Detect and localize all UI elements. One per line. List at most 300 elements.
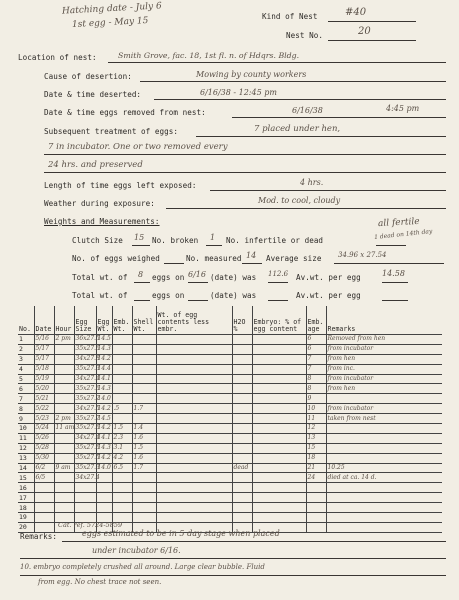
table-cell	[252, 473, 306, 483]
total2-weight-line	[268, 300, 288, 301]
table-cell	[156, 424, 232, 434]
location-value: Smith Grove, fac. 18, 1st fl. n. of Hdqrs. Bldg.	[118, 51, 300, 60]
table-cell: 18	[306, 453, 326, 463]
table-cell	[232, 335, 252, 345]
table-cell	[252, 433, 306, 443]
table-cell: 1.6	[132, 433, 156, 443]
table-cell: 14.5	[97, 335, 111, 343]
column-header: Wt. of egg contents less embr.	[156, 306, 232, 335]
table-cell	[156, 513, 232, 523]
table-cell	[156, 344, 232, 354]
table-cell: 14.2	[97, 404, 111, 412]
table-cell: 1.7	[132, 463, 156, 473]
date-deserted-value: 6/16/38 - 12:45 pm	[200, 88, 277, 97]
total1-suffix: (date) was	[210, 273, 257, 282]
column-header: Date	[34, 306, 54, 335]
table-cell: 2.3	[112, 433, 132, 443]
table-cell: dead	[232, 463, 252, 473]
column-header: Hour	[54, 306, 74, 335]
table-cell: 14.0	[97, 464, 111, 472]
table-cell: 5/19	[34, 374, 54, 384]
table-cell	[326, 483, 442, 493]
table-cell	[112, 374, 132, 384]
table-cell	[252, 453, 306, 463]
table-cell	[326, 443, 442, 453]
table-cell: 12	[306, 424, 326, 434]
table-cell	[156, 493, 232, 503]
table-cell: from incubator	[326, 344, 442, 354]
table-cell	[34, 503, 54, 513]
table-cell	[326, 453, 442, 463]
table-cell: 24	[306, 473, 326, 483]
table-cell	[252, 483, 306, 493]
row-number-cell: 2	[18, 344, 34, 354]
table-cell	[252, 364, 306, 374]
table-cell	[132, 374, 156, 384]
table-cell: 14.3	[97, 384, 111, 392]
avg-size-label: Average size	[266, 254, 322, 263]
treatment-line	[196, 136, 446, 137]
table-row	[18, 433, 442, 443]
table-cell	[132, 384, 156, 394]
column-header: H2O %	[232, 306, 252, 335]
table-cell: 11	[306, 414, 326, 424]
table-cell	[232, 503, 252, 513]
table-cell	[112, 384, 132, 394]
table-cell: 15	[306, 443, 326, 453]
table-cell	[252, 374, 306, 384]
table-cell: 5/22	[34, 404, 54, 414]
table-cell	[96, 503, 112, 513]
table-row	[18, 414, 442, 424]
table-cell	[54, 433, 74, 443]
table-cell: 8	[306, 384, 326, 394]
table-cell: from hen	[326, 354, 442, 364]
table-cell	[74, 503, 96, 513]
table-cell: 10.25	[326, 463, 442, 473]
table-cell	[112, 354, 132, 364]
treatment-line3: 24 hrs. and preserved	[48, 160, 143, 170]
table-cell	[54, 473, 74, 483]
total1-count: 8	[138, 270, 144, 279]
row-number-cell: 3	[18, 354, 34, 364]
table-cell	[232, 483, 252, 493]
table-row	[18, 463, 442, 473]
table-cell: 5/20	[34, 384, 54, 394]
total1-date: 6/16	[188, 270, 206, 279]
table-row	[18, 424, 442, 434]
clutch-label: Clutch Size	[72, 236, 123, 245]
table-cell: 5/17	[34, 354, 54, 364]
table-cell	[112, 493, 132, 503]
table-cell	[112, 344, 132, 354]
avg-size-value: 34.96 x 27.54	[338, 251, 387, 259]
table-cell	[54, 483, 74, 493]
table-cell	[96, 483, 112, 493]
total1-prefix: Total wt. of	[72, 273, 128, 282]
table-cell	[54, 364, 74, 374]
table-cell	[34, 483, 54, 493]
row-number-cell: 10	[18, 424, 34, 434]
broken-line	[206, 245, 222, 246]
row-number-cell: 6	[18, 384, 34, 394]
table-cell	[132, 513, 156, 523]
table-row	[18, 354, 442, 364]
nest-no-value: 20	[358, 26, 371, 37]
table-cell: 6/2	[34, 463, 54, 473]
table-cell: 35x27.6	[75, 444, 100, 452]
table-cell: 1.7	[132, 404, 156, 414]
table-cell: 6	[306, 344, 326, 354]
row-number-cell: 20	[18, 522, 34, 532]
table-cell: 6.5	[112, 463, 132, 473]
table-row	[18, 443, 442, 453]
table-cell	[252, 344, 306, 354]
table-cell	[54, 493, 74, 503]
row-number-cell: 15	[18, 473, 34, 483]
row-number-cell: 8	[18, 404, 34, 414]
hatching-date-note: Hatching date - July 6	[61, 1, 162, 17]
table-cell	[156, 394, 232, 404]
total1-avg: 14.58	[382, 269, 405, 278]
table-cell	[326, 522, 442, 532]
table-cell: 35x27.3	[75, 365, 100, 373]
table-row	[18, 394, 442, 404]
column-header: Remarks	[326, 306, 442, 335]
table-cell: 21	[306, 463, 326, 473]
table-cell: 1.5	[132, 443, 156, 453]
egg-data-table	[18, 306, 442, 533]
table-cell	[156, 443, 232, 453]
treatment-line2: 7 in incubator. One or two removed every	[48, 142, 228, 152]
first-egg-note: 1st egg - May 15	[71, 16, 149, 30]
date-deserted-label: Date & time deserted:	[44, 90, 142, 99]
table-cell	[252, 414, 306, 424]
table-cell	[232, 424, 252, 434]
table-cell: 10	[306, 404, 326, 414]
row-number-cell: 5	[18, 374, 34, 384]
table-cell	[232, 374, 252, 384]
table-cell	[156, 503, 232, 513]
table-cell: 14.0	[97, 394, 111, 402]
table-cell: died at ca. 14 d.	[326, 473, 442, 483]
date-removed-line	[232, 117, 446, 118]
table-cell: 34x27.4	[75, 434, 100, 442]
table-cell: from incubator	[326, 374, 442, 384]
table-row	[18, 364, 442, 374]
location-line	[108, 62, 446, 63]
table-cell	[232, 354, 252, 364]
table-cell	[252, 463, 306, 473]
row-number-cell: 7	[18, 394, 34, 404]
table-cell: 9	[306, 394, 326, 404]
table-cell: 5/28	[34, 443, 54, 453]
weather-line	[166, 208, 446, 209]
table-cell: 14.1	[97, 434, 111, 442]
table-cell	[252, 354, 306, 364]
table-cell: 6/5	[34, 473, 54, 483]
remarks-line3: 10. embryo completely crushed all around. Large clear bubble. Fluid	[20, 563, 265, 571]
table-cell	[156, 433, 232, 443]
table-cell	[326, 493, 442, 503]
table-cell	[54, 394, 74, 404]
weather-value: Mod. to cool, cloudy	[258, 196, 341, 205]
table-cell	[252, 493, 306, 503]
column-header: Emb. Wt.	[112, 306, 132, 335]
table-cell: 14.5	[97, 414, 111, 422]
row-number-cell: 14	[18, 463, 34, 473]
table-cell	[132, 483, 156, 493]
table-cell	[232, 473, 252, 483]
table-cell	[34, 493, 54, 503]
table-cell: from inc.	[326, 364, 442, 374]
table-cell: 14.3	[97, 345, 111, 353]
weighed-label: No. of eggs weighed	[72, 254, 160, 263]
infertile-line	[376, 245, 406, 246]
column-header: Egg Wt.	[96, 306, 112, 335]
table-cell	[306, 483, 326, 493]
table-cell: 14.4	[97, 365, 111, 373]
table-cell	[326, 503, 442, 513]
row-number-cell: 9	[18, 414, 34, 424]
table-cell: 11 am	[55, 424, 75, 432]
table-cell	[112, 394, 132, 404]
table-cell: 5/24	[34, 424, 54, 434]
table-cell: 35x27.2	[75, 394, 100, 402]
table-cell: from hen	[326, 384, 442, 394]
table-cell	[112, 335, 132, 345]
table-cell	[306, 513, 326, 523]
remarks-line1: eggs estimated to be in 5 day stage when placed	[82, 529, 280, 538]
column-header: Shell Wt.	[132, 306, 156, 335]
table-cell	[54, 443, 74, 453]
table-cell: 8	[306, 374, 326, 384]
table-cell: 14.1	[97, 375, 111, 382]
table-cell: 35x27.7	[75, 414, 100, 422]
table-header-row	[18, 306, 442, 335]
table-cell: 2 pm	[54, 335, 74, 345]
table-cell: 14.2	[97, 454, 111, 462]
table-cell	[54, 384, 74, 394]
table-cell	[132, 473, 156, 483]
ref-note: Cat. ref. 5724-5859	[58, 521, 123, 529]
table-cell: 5/18	[34, 364, 54, 374]
infertile-value: 1 dead on 14th day	[373, 227, 433, 242]
column-header: Emb. age	[306, 306, 326, 335]
date-removed-value: 6/16/38	[292, 106, 323, 115]
broken-value: 1	[210, 233, 216, 242]
remarks-line-2	[20, 558, 446, 559]
table-cell: 9 am	[54, 463, 74, 473]
table-cell	[306, 503, 326, 513]
table-cell	[156, 404, 232, 414]
table-cell: 34x27.4	[75, 473, 100, 481]
total1-weight: 112.6	[268, 270, 289, 278]
table-row	[18, 493, 442, 503]
remarks-line-3	[20, 575, 446, 576]
table-cell: 34x27.4	[75, 375, 100, 382]
table-cell: 34x27.8	[75, 355, 100, 363]
table-cell	[156, 374, 232, 384]
table-cell	[54, 404, 74, 414]
table-cell	[34, 522, 54, 532]
total2-date-line	[188, 300, 208, 301]
table-cell	[54, 503, 74, 513]
table-cell	[252, 384, 306, 394]
column-header: Embryo: % of egg content	[252, 306, 306, 335]
table-cell	[252, 503, 306, 513]
total1-count-line	[134, 282, 150, 283]
row-number-cell: 19	[18, 513, 34, 523]
table-cell	[156, 384, 232, 394]
treatment-line-3	[44, 172, 446, 173]
table-cell: 36x27.5	[75, 335, 100, 343]
weights-heading: Weights and Measurements:	[44, 217, 160, 226]
table-body	[18, 335, 442, 533]
cause-label: Cause of desertion:	[44, 72, 132, 81]
table-cell	[326, 513, 442, 523]
treatment-line1: 7 placed under hen,	[254, 124, 341, 134]
table-cell: 5/17	[34, 344, 54, 354]
table-cell	[326, 394, 442, 404]
row-number-cell: 13	[18, 453, 34, 463]
table-cell	[156, 335, 232, 345]
table-row	[18, 404, 442, 414]
table-row	[18, 344, 442, 354]
table-cell	[112, 483, 132, 493]
row-number-cell: 18	[18, 503, 34, 513]
time-removed-value: 4:45 pm	[386, 104, 420, 113]
table-cell: 2 pm	[54, 414, 74, 424]
table-row	[18, 384, 442, 394]
table-cell	[232, 493, 252, 503]
table-cell: 35x27.6	[75, 424, 100, 432]
table-cell: 1.5	[112, 424, 132, 434]
table-row	[18, 335, 442, 345]
table-cell	[156, 473, 232, 483]
remarks-line4: from egg. No chest trace not seen.	[38, 578, 162, 586]
table-cell	[54, 453, 74, 463]
total2-prefix: Total wt. of	[72, 291, 128, 300]
clutch-line	[132, 245, 150, 246]
table-cell: 14.2	[97, 424, 111, 432]
treatment-label: Subsequent treatment of eggs:	[44, 127, 179, 136]
table-cell: 35x27.6	[75, 384, 100, 392]
nest-no-label: Nest No.	[286, 31, 323, 40]
table-cell	[74, 493, 96, 503]
table-cell: 5/30	[34, 453, 54, 463]
table-cell	[54, 374, 74, 384]
table-cell	[156, 364, 232, 374]
table-cell	[232, 384, 252, 394]
table-cell	[232, 453, 252, 463]
remarks-label: Remarks:	[20, 532, 57, 541]
measured-value: 14	[246, 251, 257, 260]
table-cell	[232, 364, 252, 374]
column-header: No.	[18, 306, 34, 335]
remarks-line-1	[62, 541, 446, 542]
table-cell: .5	[112, 404, 132, 414]
table-cell: 5/21	[34, 394, 54, 404]
total1-date-line	[188, 282, 208, 283]
table-cell	[326, 424, 442, 434]
table-cell: 7	[306, 364, 326, 374]
table-cell	[132, 364, 156, 374]
table-cell: 14.2	[97, 355, 111, 363]
table-cell: 14.3	[97, 444, 111, 452]
location-label: Location of nest:	[18, 53, 97, 62]
table-cell	[156, 354, 232, 364]
table-row	[18, 374, 442, 384]
table-cell	[156, 483, 232, 493]
remarks-line2: under incubator 6/16.	[92, 546, 181, 555]
table-cell: 13	[306, 433, 326, 443]
table-cell	[132, 414, 156, 424]
cause-line	[140, 81, 446, 82]
table-cell: from incubator	[326, 404, 442, 414]
treatment-line-2	[44, 154, 446, 155]
table-cell	[326, 433, 442, 443]
table-cell	[112, 473, 132, 483]
table-cell: 35x27.6	[75, 345, 100, 353]
table-cell	[232, 513, 252, 523]
table-cell	[112, 414, 132, 424]
table-cell: 1.4	[132, 424, 156, 434]
table-cell: 35x27.5	[75, 454, 100, 462]
measured-line	[242, 263, 262, 264]
table-cell	[306, 493, 326, 503]
table-cell: 3.1	[112, 443, 132, 453]
clutch-value: 15	[134, 233, 145, 242]
table-cell: 1.6	[132, 453, 156, 463]
table-cell	[132, 354, 156, 364]
table-cell	[132, 493, 156, 503]
table-cell	[54, 344, 74, 354]
table-cell	[34, 513, 54, 523]
kind-of-nest-value: #40	[345, 7, 367, 18]
table-cell: 7	[306, 354, 326, 364]
total2-avg-label: Av.wt. per egg	[296, 291, 361, 300]
total2-count-line	[134, 300, 150, 301]
table-cell	[156, 453, 232, 463]
table-row	[18, 483, 442, 493]
date-removed-label: Date & time eggs removed from nest:	[44, 108, 206, 117]
table-cell	[132, 335, 156, 345]
exposed-label: Length of time eggs left exposed:	[44, 181, 197, 190]
table-cell	[252, 335, 306, 345]
table-row	[18, 453, 442, 463]
row-number-cell: 1	[18, 335, 34, 345]
infertile-label: No. infertile or dead	[226, 236, 324, 245]
total2-mid: eggs on	[152, 291, 185, 300]
table-cell	[232, 433, 252, 443]
table-cell	[252, 513, 306, 523]
table-cell	[252, 424, 306, 434]
table-cell	[96, 493, 112, 503]
total1-avg-line	[382, 282, 408, 283]
cause-value: Mowing by county workers	[196, 70, 307, 79]
total2-suffix: (date) was	[210, 291, 257, 300]
table-cell	[252, 443, 306, 453]
table-cell: 34x27.5	[75, 404, 100, 412]
table-cell	[156, 414, 232, 424]
row-number-cell: 4	[18, 364, 34, 374]
kind-of-nest-label: Kind of Nest	[262, 12, 318, 21]
broken-label: No. broken	[152, 236, 199, 245]
table-cell	[132, 394, 156, 404]
nest-no-line	[328, 40, 416, 41]
table-cell	[54, 354, 74, 364]
